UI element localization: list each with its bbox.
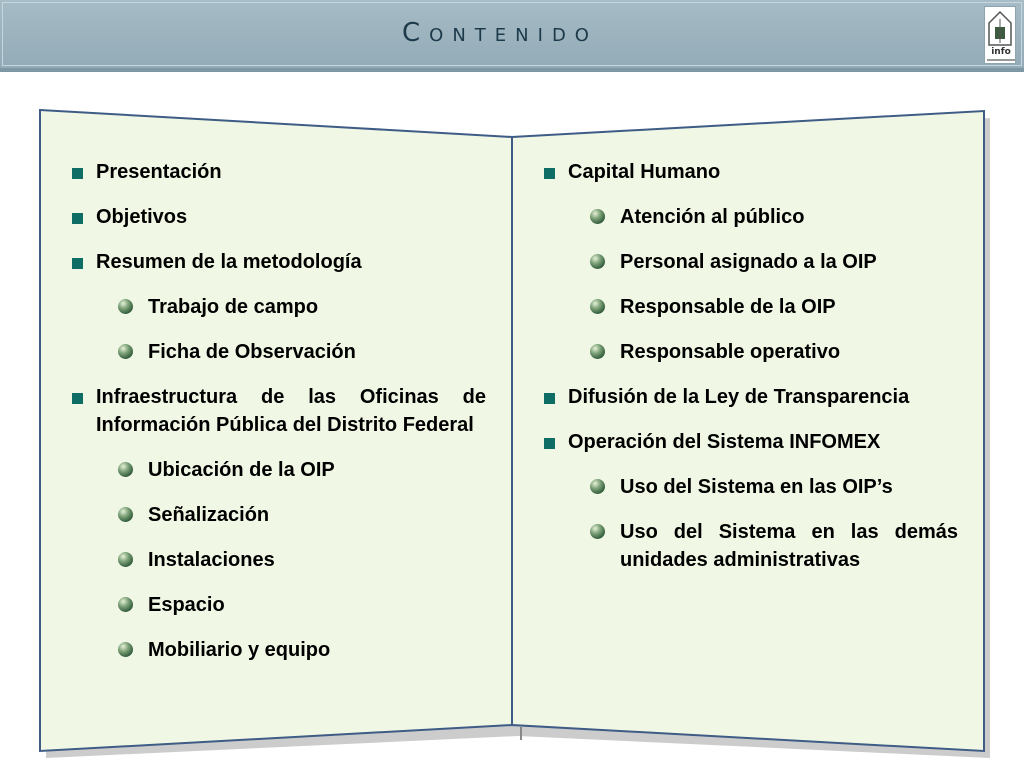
sub-list-item: Ubicación de la OIP [70, 456, 486, 484]
sphere-bullet-icon [118, 299, 133, 314]
sphere-bullet-icon [118, 507, 133, 522]
sphere-bullet-icon [590, 209, 605, 224]
list-item: Operación del Sistema INFOMEX [542, 428, 958, 456]
sub-list-item: Atención al público [542, 203, 958, 231]
square-bullet-icon [544, 168, 555, 179]
square-bullet-icon [72, 393, 83, 404]
sub-list-item: Mobiliario y equipo [70, 636, 486, 664]
list-item: Capital Humano [542, 158, 958, 186]
sphere-bullet-icon [590, 524, 605, 539]
sub-list-item: Señalización [70, 501, 486, 529]
sub-list-item: Espacio [70, 591, 486, 619]
list-item: Resumen de la metodología [70, 248, 486, 276]
sub-list-item: Uso del Sistema en las OIP’s [542, 473, 958, 501]
right-column [542, 158, 958, 591]
list-item: Difusión de la Ley de Transparencia [542, 383, 958, 411]
list-item: Infraestructura de las Oficinas de Información Pública del Distrito Federal [70, 383, 486, 439]
square-bullet-icon [544, 438, 555, 449]
sphere-bullet-icon [590, 344, 605, 359]
page-title: Contenido [402, 18, 598, 48]
sub-list-item: Trabajo de campo [70, 293, 486, 321]
sphere-bullet-icon [118, 462, 133, 477]
logo-text: info [991, 47, 1011, 57]
sphere-bullet-icon [590, 479, 605, 494]
sub-list-item: Responsable operativo [542, 338, 958, 366]
square-bullet-icon [544, 393, 555, 404]
sphere-bullet-icon [118, 344, 133, 359]
sphere-bullet-icon [590, 254, 605, 269]
sub-list-item: Uso del Sistema en las demás unidades administrativas [542, 518, 958, 574]
sphere-bullet-icon [590, 299, 605, 314]
sphere-bullet-icon [118, 552, 133, 567]
square-bullet-icon [72, 213, 83, 224]
square-bullet-icon [72, 168, 83, 179]
sub-list-item: Responsable de la OIP [542, 293, 958, 321]
sphere-bullet-icon [118, 642, 133, 657]
sub-list-item: Instalaciones [70, 546, 486, 574]
sub-list-item: Ficha de Observación [70, 338, 486, 366]
sphere-bullet-icon [118, 597, 133, 612]
left-column [70, 158, 486, 681]
list-item: Objetivos [70, 203, 486, 231]
square-bullet-icon [72, 258, 83, 269]
sub-list-item: Personal asignado a la OIP [542, 248, 958, 276]
list-item: Presentación [70, 158, 486, 186]
